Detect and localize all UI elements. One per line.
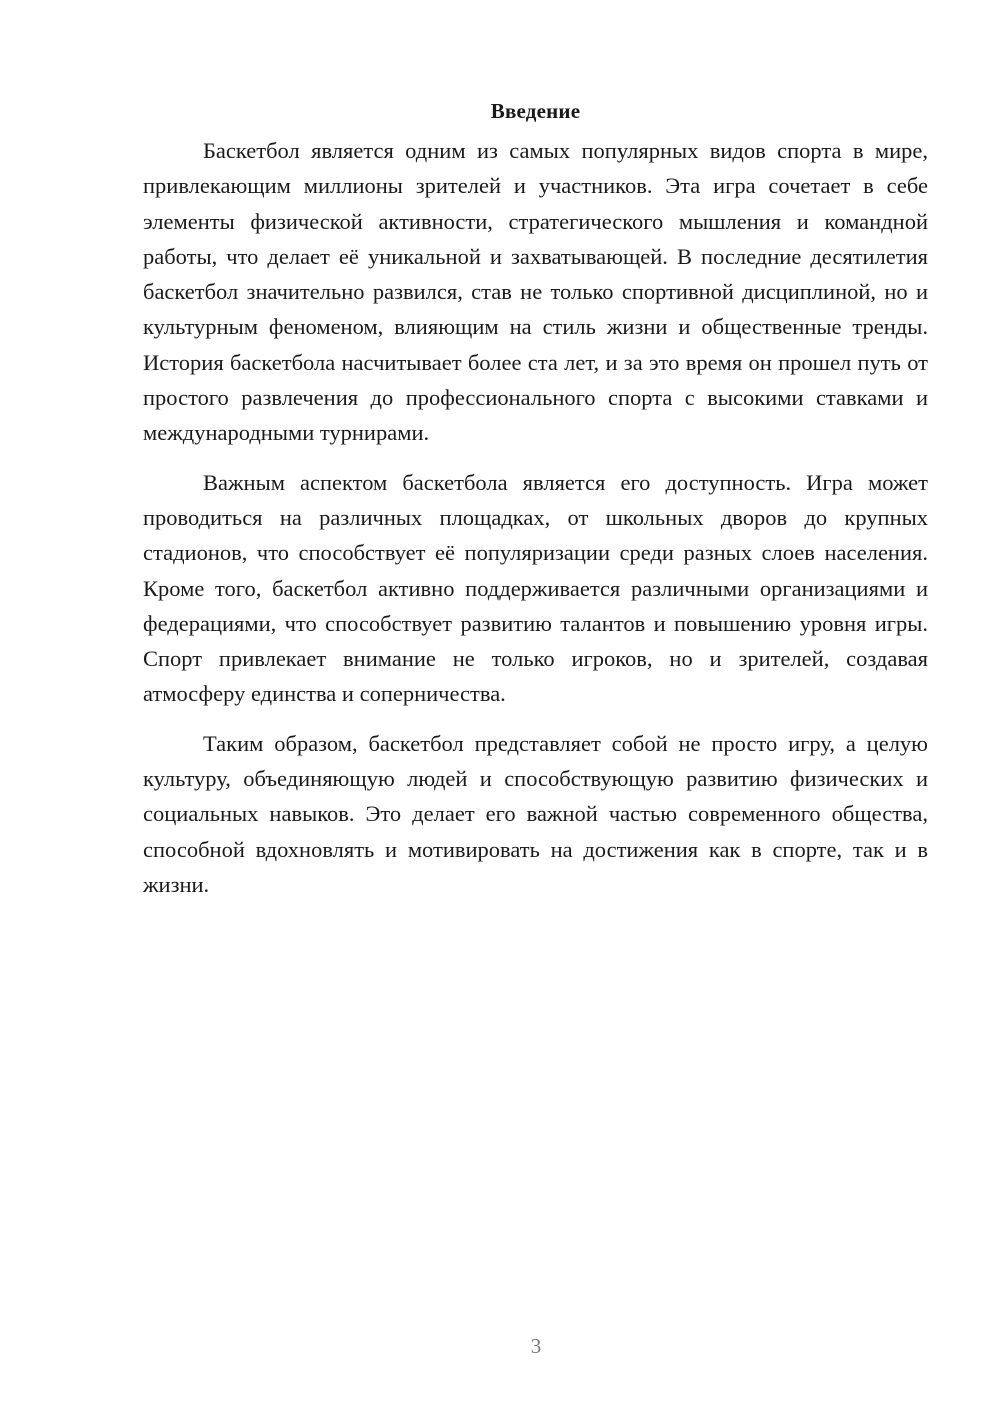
section-title: Введение [490, 99, 581, 123]
paragraph-3: Таким образом, баскетбол представляет собой не просто игру, а целую культуру, объединяющую людей и способствующую развитию физических и социальных навыков. Это делает его важной частью современного общества, способной вдохновлять и мотивировать на достижения как в спорте, так и в жизни. [143, 730, 928, 897]
paragraph-1: Баскетбол является одним из самых популярных видов спорта в мире, привлекающим миллионы зрителей и участников. Эта игра сочетает в себе элементы физической активности, стратегического мышления и командной работы, что делает её уникальной и захватывающей. В последние десятилетия баскетбол значительно развился, став не только спортивной дисциплиной, но и культурным феноменом, влияющим на стиль жизни и общественные тренды. История баскетбола насчитывает более ста лет, и за это время он прошел путь от простого развлечения до профессионального спорта с высокими ставками и международными турнирами. [143, 138, 928, 446]
page-number: 3 [530, 1334, 542, 1358]
page-content [143, 94, 928, 916]
paragraph-2: Важным аспектом баскетбола является его доступность. Игра может проводиться на различных площадках, от школьных дворов до крупных стадионов, что способствует её популяризации среди разных слоев населения. Кроме того, баскетбол активно поддерживается различными организациями и федерациями, что способствует развитию талантов и повышению уровня игры. Спорт привлекает внимание не только игроков, но и зрителей, создавая атмосферу единства и соперничества. [143, 469, 928, 707]
